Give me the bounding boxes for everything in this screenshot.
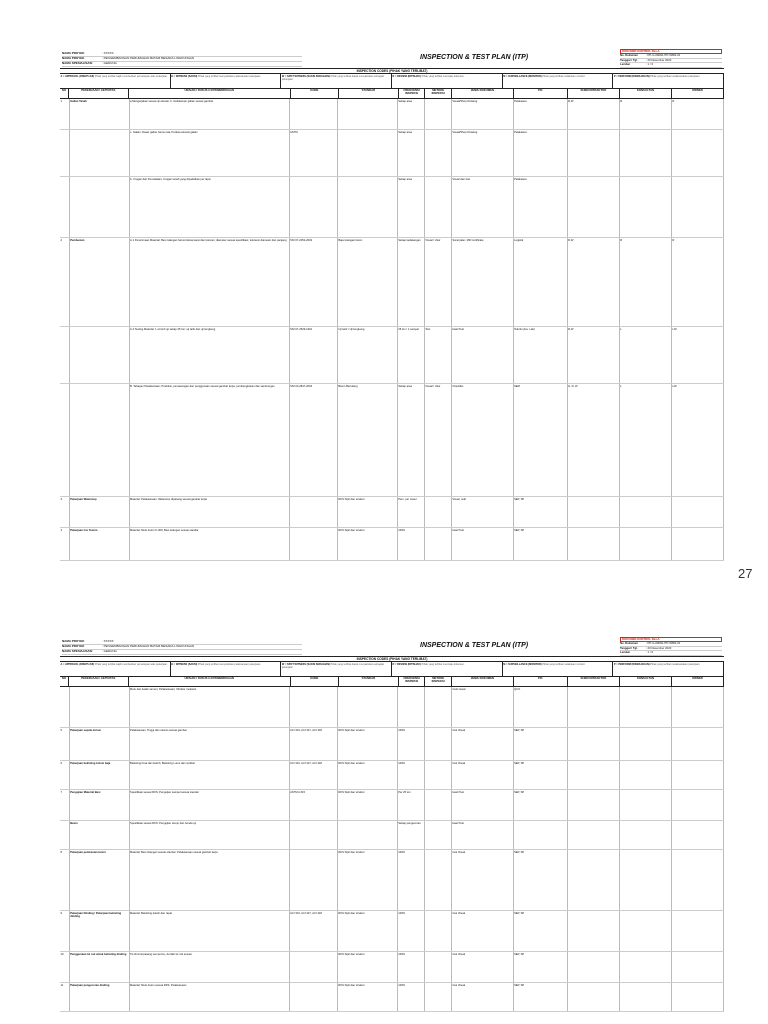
table-body <box>60 687 724 1012</box>
cell-detail: Material; Pelaksanaan; Waterstop dipasang sesuai gambar kerja <box>130 497 290 527</box>
cell-reference: RKS Sipil dan struktur <box>338 728 398 760</box>
page-header <box>60 636 724 657</box>
cell-contractor <box>620 497 672 527</box>
cell-frequency <box>398 687 425 727</box>
cell-contractor <box>620 761 672 789</box>
cell-owner <box>672 528 724 560</box>
cell-frequency: 100% <box>398 952 425 982</box>
doc-label: Lembar <box>620 62 631 67</box>
cell-detail: b. Urugan dan Pemadatan; Urugan tanah yang dipadatkan per lapis <box>130 177 290 237</box>
cell-code: ASTM <box>290 130 338 176</box>
cell-frequency: 100% <box>398 850 425 910</box>
cell-code <box>290 497 338 527</box>
cell-no: 10 <box>60 952 70 982</box>
code-perform: P = PERFORM (DIKERJAKAN) Pihak yang terlibat melaksanakan pekerjaan. <box>613 662 724 676</box>
cell-method <box>425 952 452 982</box>
cell-document: Cek Visual <box>452 850 514 910</box>
cell-pic <box>514 821 568 849</box>
cell-subcon: R,W <box>568 99 620 129</box>
cell-subcon <box>568 728 620 760</box>
cell-code: SNI 07-2529-1991 <box>290 327 338 383</box>
table-row <box>60 761 724 790</box>
cell-contractor: L <box>620 384 672 496</box>
doc-value: : PP-G-00002-ITP-WMS-01 <box>646 53 681 58</box>
cell-activity <box>70 384 130 496</box>
cell-frequency: Setiap area <box>398 99 425 129</box>
code-approval: A = APPROVAL (DISETUJUI) Pihak yang terlibat wajib memberikan persetujuan atas pekerjaan. <box>60 662 171 676</box>
document-control <box>620 49 722 68</box>
cell-no <box>60 130 70 176</box>
doc-label: No. Dokumen <box>620 641 639 646</box>
cell-code <box>290 983 338 1011</box>
cell-document: Hasil Test <box>452 821 514 849</box>
cell-detail: Material; Mutu beton sesuai RKS; Pelaksanaan <box>130 983 290 1011</box>
cell-reference: RKS Sipil dan struktur <box>338 528 398 560</box>
cell-owner: L/R <box>672 384 724 496</box>
table-row <box>60 850 724 911</box>
cell-contractor <box>620 952 672 982</box>
cell-detail: B. Tahapan Pelaksanaan; Produksi, pemasangan dan penggunaan sesuai gambar kerja; pembengkokan dan sambungan <box>130 384 290 496</box>
table-row <box>60 528 724 561</box>
cell-activity: Pekerjaan Cor Kolom <box>70 528 130 560</box>
cell-contractor <box>620 790 672 820</box>
cell-frequency: Setiap kedatangan <box>398 238 425 326</box>
cell-method <box>425 983 452 1011</box>
cell-contractor: R <box>620 238 672 326</box>
cell-subcon <box>568 911 620 951</box>
doc-value: : 20 Desember 2020 <box>646 645 672 650</box>
cell-reference: Uji tarik / Uji lengkung <box>338 327 398 383</box>
cell-reference: RKS Sipil dan struktur <box>338 952 398 982</box>
cell-owner <box>672 497 724 527</box>
cell-activity: Pekerjaan Waterstop <box>70 497 130 527</box>
table-row <box>60 821 724 850</box>
cell-subcon <box>568 821 620 849</box>
cell-no: 4 <box>60 528 70 560</box>
doc-value: : 1 / 6 <box>646 62 653 67</box>
table-row <box>60 238 724 327</box>
cell-detail: Spesifikasi sesuai RKS; Pengujian slump dan benda uji <box>130 821 290 849</box>
cell-frequency: 100% <box>398 911 425 951</box>
codes-title: INSPECTION CODES (PIHAK YANG TERLIBAT) <box>60 69 724 74</box>
cell-activity: Pekerjaan bekisting kolom baja <box>70 761 130 789</box>
cell-code <box>290 177 338 237</box>
code-review: R = REVIEW (DITINJAU) Pihak yang terlibat meninjau dokumen. <box>392 74 503 88</box>
cell-frequency: Setiap area <box>398 177 425 237</box>
cell-contractor <box>620 821 672 849</box>
cell-detail: Mutu dan kadar semen; Pelaksanaan; Vibrator mekanis <box>130 687 290 727</box>
cell-reference <box>338 177 398 237</box>
cell-no <box>60 327 70 383</box>
cell-reference <box>338 130 398 176</box>
cell-contractor <box>620 177 672 237</box>
cell-pic: QCO <box>514 687 568 727</box>
cell-pic: SEP, SP <box>514 790 568 820</box>
cell-code <box>290 99 338 129</box>
cell-document: Cek Visual <box>452 952 514 982</box>
info-value: : GEDUNG <box>102 61 117 65</box>
table-row <box>60 327 724 384</box>
cell-document: Cekl visual <box>452 687 514 727</box>
cell-pic: SEP, SP <box>514 761 568 789</box>
cell-code: SNI 03-2847-2002 <box>290 384 338 496</box>
cell-owner <box>672 687 724 727</box>
cell-reference: RKS Sipil dan struktur <box>338 850 398 910</box>
cell-no: 11 <box>60 983 70 1011</box>
cell-no <box>60 821 70 849</box>
cell-document: Cek Visual <box>452 911 514 951</box>
cell-subcon <box>568 177 620 237</box>
cell-method <box>425 911 452 951</box>
info-label: NAMA PROYEK <box>62 56 85 60</box>
doc-value: : 1 / 6 <box>646 650 653 655</box>
cell-reference: Beton Bertulang <box>338 384 398 496</box>
cell-no <box>60 384 70 496</box>
cell-activity <box>70 687 130 727</box>
revision-tag: DOKUMEN KONTROL Rev.A <box>620 49 722 54</box>
cell-subcon <box>568 952 620 982</box>
info-value: : GEDUNG <box>102 649 117 653</box>
cell-method <box>425 130 452 176</box>
info-label: NAMA SPESIALISASI <box>62 61 93 65</box>
code-surveillance: M = SURVEILLANCE (MONITOR) Pihak yang terlibat melakukan monitor. <box>503 662 614 676</box>
table-row <box>60 911 724 952</box>
table-row <box>60 687 724 728</box>
cell-owner <box>672 761 724 789</box>
info-label: NAMA SPESIALISASI <box>62 649 93 653</box>
inspection-codes <box>60 74 724 89</box>
cell-method <box>425 99 452 129</box>
cell-document: Hasil Test <box>452 528 514 560</box>
cell-frequency: Pers. per meter <box>398 497 425 527</box>
cell-pic: Pelaksana <box>514 130 568 176</box>
cell-activity <box>70 177 130 237</box>
cell-document: Cek Visual <box>452 761 514 789</box>
cell-activity: Penggunaan tie rod untuk bekisting dinding <box>70 952 130 982</box>
table-row <box>60 177 724 238</box>
cell-detail: Material; Mutu beton K-300; Besi tulangan sesuai standar <box>130 528 290 560</box>
cell-method <box>425 687 452 727</box>
cell-reference: RKS Sipil dan struktur <box>338 911 398 951</box>
table-row <box>60 952 724 983</box>
code-perform: P = PERFORM (DIKERJAKAN) Pihak yang terlibat melaksanakan pekerjaan. <box>613 74 724 88</box>
revision-tag: DOKUMEN KONTROL Rev.A <box>620 637 722 642</box>
cell-activity: Pekerjaan sepatu kolom <box>70 728 130 760</box>
cell-code <box>290 952 338 982</box>
cell-code: ACI 301, ACI 347, ACI 318 <box>290 911 338 951</box>
codes-title: INSPECTION CODES (PIHAK YANG TERLIBAT) <box>60 657 724 662</box>
cell-owner: L/R <box>672 327 724 383</box>
code-witness: H = WITNESS (SAKSI) Pihak yang terlibat menyaksikan pelaksanaan pekerjaan. <box>171 74 282 88</box>
doc-label: No. Dokumen <box>620 53 639 58</box>
table-header: NO PEKERJAAN / AKTIVITAS URAIAN / FOKUS UJI PEMERIKSAAN KODE STANDAR FREKUENSI INSPEKSI METODE INSPEKSI JENIS DOKUMEN PIC SUBKONTRAKTOR KONSULTAN OWNER <box>60 677 724 687</box>
cell-method: Visual / Ukur <box>425 238 452 326</box>
code-approval: A = APPROVAL (DISETUJUI) Pihak yang terlibat wajib memberikan persetujuan atas pekerjaan. <box>60 74 171 88</box>
cell-contractor: L <box>620 327 672 383</box>
cell-document: Visual, cekl <box>452 497 514 527</box>
cell-document: Hasil Test <box>452 790 514 820</box>
cell-detail: Pelaksanaan; Tinggi dan ukuran sesuai gambar <box>130 728 290 760</box>
info-label: NAMA PROYEK <box>62 644 85 648</box>
cell-pic: SEP, SP <box>514 850 568 910</box>
cell-pic: SEP, SP <box>514 952 568 982</box>
cell-reference: RKS Sipil dan struktur <box>338 983 398 1011</box>
cell-contractor: R <box>620 99 672 129</box>
cell-activity: Pekerjaan pembesian beton <box>70 850 130 910</box>
cell-subcon <box>568 130 620 176</box>
cell-pic: SEP, SP <box>514 911 568 951</box>
cell-subcon <box>568 528 620 560</box>
doc-label: Lembar <box>620 650 631 655</box>
cell-detail: Material; Bekisting kokoh dan rapat <box>130 911 290 951</box>
doc-value: : PP-G-00002-ITP-WMS-01 <box>646 641 681 646</box>
cell-document: Checklist <box>452 384 514 496</box>
cell-method <box>425 850 452 910</box>
cell-owner <box>672 790 724 820</box>
code-spot-witness: W = SPOT WITNESS (SAKSI SEBAGIAN) Pihak yang terlibat dapat menyaksikan sebagian pekerjaan. <box>281 662 392 676</box>
page-number: 27 <box>738 566 753 581</box>
cell-method: Test <box>425 327 452 383</box>
cell-contractor <box>620 528 672 560</box>
cell-frequency: Per 25 ton <box>398 790 425 820</box>
cell-document: Cek Visual <box>452 983 514 1011</box>
table-row <box>60 983 724 1012</box>
code-review: R = REVIEW (DITINJAU) Pihak yang terlibat meninjau dokumen. <box>392 662 503 676</box>
code-surveillance: M = SURVEILLANCE (MONITOR) Pihak yang terlibat melakukan monitor. <box>503 74 614 88</box>
document-title: INSPECTION & TEST PLAN (ITP) <box>420 54 529 61</box>
cell-method <box>425 728 452 760</box>
table-body <box>60 99 724 561</box>
cell-pic: Pelaksana <box>514 99 568 129</box>
table-row <box>60 130 724 177</box>
cell-no: 9 <box>60 911 70 951</box>
cell-detail: Tie Rod terpasang sempurna; Jumlah tie rod sesuai <box>130 952 290 982</box>
cell-subcon <box>568 761 620 789</box>
document-page-1 <box>60 48 724 542</box>
cell-pic: Teknik (Ass. Lab) <box>514 327 568 383</box>
cell-owner <box>672 952 724 982</box>
info-value: : XXXXX <box>102 51 114 55</box>
cell-no: 3 <box>60 497 70 527</box>
project-info <box>62 52 302 67</box>
cell-detail: Material; Besi tulangan sesuai standar; Pelaksanaan sesuai gambar kerja <box>130 850 290 910</box>
info-label: NAMA PROYEK <box>62 51 85 55</box>
cell-reference: RKS Sipil dan struktur <box>338 790 398 820</box>
cell-reference <box>338 821 398 849</box>
cell-contractor <box>620 911 672 951</box>
info-value: : PENGEMBANGAN PERUMAHAN BATAM MESARA LINGKUNGAN <box>102 56 195 60</box>
cell-method <box>425 528 452 560</box>
cell-code: ACI 301, ACI 347, ACI 318 <box>290 728 338 760</box>
document-control <box>620 637 722 656</box>
cell-no: 7 <box>60 790 70 820</box>
cell-owner <box>672 177 724 237</box>
cell-document: Visual dan foto <box>452 177 514 237</box>
cell-pic: SEP, SP <box>514 728 568 760</box>
cell-frequency: 100% <box>398 528 425 560</box>
cell-subcon <box>568 687 620 727</box>
cell-pic: SEP, SP <box>514 528 568 560</box>
cell-frequency: Setiap pengecoran <box>398 821 425 849</box>
cell-contractor <box>620 850 672 910</box>
cell-code <box>290 850 338 910</box>
cell-method: Visual / Ukur <box>425 384 452 496</box>
cell-document: Hasil Test <box>452 327 514 383</box>
cell-method <box>425 821 452 849</box>
cell-subcon: R,W <box>568 238 620 326</box>
cell-method <box>425 790 452 820</box>
project-info <box>62 640 302 655</box>
cell-owner <box>672 821 724 849</box>
cell-pic: SEP, SP <box>514 983 568 1011</box>
cell-no: 1 <box>60 99 70 129</box>
cell-reference: RKS Sipil dan struktur <box>338 497 398 527</box>
cell-reference: RKS Sipil dan struktur <box>338 761 398 789</box>
cell-frequency: 100% <box>398 728 425 760</box>
table-row <box>60 728 724 761</box>
cell-contractor <box>620 983 672 1011</box>
cell-document: Cek Visual <box>452 728 514 760</box>
cell-no <box>60 687 70 727</box>
cell-detail: c. Galian; Dasar galian harus rata; Periksa elevasi galian <box>130 130 290 176</box>
cell-code <box>290 821 338 849</box>
cell-pic: SEM <box>514 384 568 496</box>
cell-owner <box>672 850 724 910</box>
cell-frequency: Setiap area <box>398 130 425 176</box>
cell-subcon <box>568 790 620 820</box>
doc-label: Tanggal / Tgl. <box>620 57 638 62</box>
cell-method <box>425 177 452 237</box>
cell-code <box>290 528 338 560</box>
cell-code: ASTM A 615 <box>290 790 338 820</box>
cell-owner: R <box>672 99 724 129</box>
cell-document: Surat jalan, Mill Certificate <box>452 238 514 326</box>
table-row <box>60 497 724 528</box>
cell-code <box>290 687 338 727</box>
cell-frequency: Setiap area <box>398 384 425 496</box>
cell-contractor <box>620 130 672 176</box>
cell-contractor <box>620 728 672 760</box>
cell-frequency: 100% <box>398 761 425 789</box>
code-witness: H = WITNESS (SAKSI) Pihak yang terlibat menyaksikan pelaksanaan pekerjaan. <box>171 662 282 676</box>
cell-activity: Pembesian <box>70 238 130 326</box>
cell-detail: Bekisting Kuat dan kokoh; Bekisting Lurus dan vertikal <box>130 761 290 789</box>
cell-subcon: R,W <box>568 327 620 383</box>
cell-activity: Pengujian Material Besi <box>70 790 130 820</box>
info-value: : XXXXX <box>102 639 114 643</box>
table-header: NO PEKERJAAN / AKTIVITAS URAIAN / FOKUS UJI PEMERIKSAAN KODE STANDAR FREKUENSI INSPEKSI METODE INSPEKSI JENIS DOKUMEN PIC SUBKONTRAKTOR KONSULTAN OWNER <box>60 89 724 99</box>
cell-method <box>425 761 452 789</box>
cell-activity <box>70 327 130 383</box>
cell-owner <box>672 983 724 1011</box>
cell-method <box>425 497 452 527</box>
cell-detail: A.1 Penerimaan Material; Besi tulangan harus bebas karat dan kotoran; diameter sesuai spesifikasi; toleransi diameter dan panjang <box>130 238 290 326</box>
cell-subcon <box>568 983 620 1011</box>
inspection-codes <box>60 662 724 677</box>
cell-pic: SEP, SP <box>514 497 568 527</box>
cell-subcon <box>568 850 620 910</box>
cell-detail: Spesifikasi sesuai RKS; Pengujian sampel sesuai standar <box>130 790 290 820</box>
table-row <box>60 790 724 821</box>
cell-owner: R <box>672 238 724 326</box>
cell-frequency: 100% <box>398 983 425 1011</box>
cell-no <box>60 177 70 237</box>
cell-reference: Baja tulangan beton <box>338 238 398 326</box>
cell-pic: Logistik <box>514 238 568 326</box>
cell-detail: A.2 Testing Material; 1 contoh uji setiap 25 ton; uji tarik dan uji lengkung <box>130 327 290 383</box>
cell-owner <box>672 911 724 951</box>
cell-code: ACI 301, ACI 347, ACI 318 <box>290 761 338 789</box>
document-page-2 <box>60 636 724 1024</box>
document-title: INSPECTION & TEST PLAN (ITP) <box>420 642 529 649</box>
cell-document: Visual/Shop Drawing <box>452 99 514 129</box>
cell-pic: Pelaksana <box>514 177 568 237</box>
cell-no: 6 <box>60 761 70 789</box>
cell-activity: Pekerjaan pengecoran dinding <box>70 983 130 1011</box>
cell-no: 2 <box>60 238 70 326</box>
cell-reference <box>338 99 398 129</box>
cell-frequency: 25 ton / 1 sampel <box>398 327 425 383</box>
page-header <box>60 48 724 69</box>
info-value: : PENGEMBANGAN PERUMAHAN BATAM MESARA LINGKUNGAN <box>102 644 195 648</box>
doc-label: Tanggal / Tgl. <box>620 645 638 650</box>
table-row <box>60 99 724 130</box>
cell-owner <box>672 130 724 176</box>
cell-subcon <box>568 497 620 527</box>
doc-value: : 20 Desember 2020 <box>646 57 672 62</box>
info-label: NAMA PROYEK <box>62 639 85 643</box>
cell-subcon: H, R, W <box>568 384 620 496</box>
cell-code: SNI 07-2052-2002 <box>290 238 338 326</box>
cell-activity: Pekerjaan Dinding / Pekerjaan bekisting dinding <box>70 911 130 951</box>
cell-no: 5 <box>60 728 70 760</box>
cell-contractor <box>620 687 672 727</box>
cell-no: 8 <box>60 850 70 910</box>
cell-activity: Galian Tanah <box>70 99 130 129</box>
table-row <box>60 384 724 497</box>
cell-detail: a.Mengerjakan sesuai uji elevasi; b. Kedalaman galian sesuai gambar <box>130 99 290 129</box>
code-spot-witness: W = SPOT WITNESS (SAKSI SEBAGIAN) Pihak yang terlibat dapat menyaksikan sebagian pekerjaan. <box>281 74 392 88</box>
cell-document: Visual/Shop Drawing <box>452 130 514 176</box>
cell-owner <box>672 728 724 760</box>
cell-activity: Beton <box>70 821 130 849</box>
cell-reference <box>338 687 398 727</box>
cell-activity <box>70 130 130 176</box>
